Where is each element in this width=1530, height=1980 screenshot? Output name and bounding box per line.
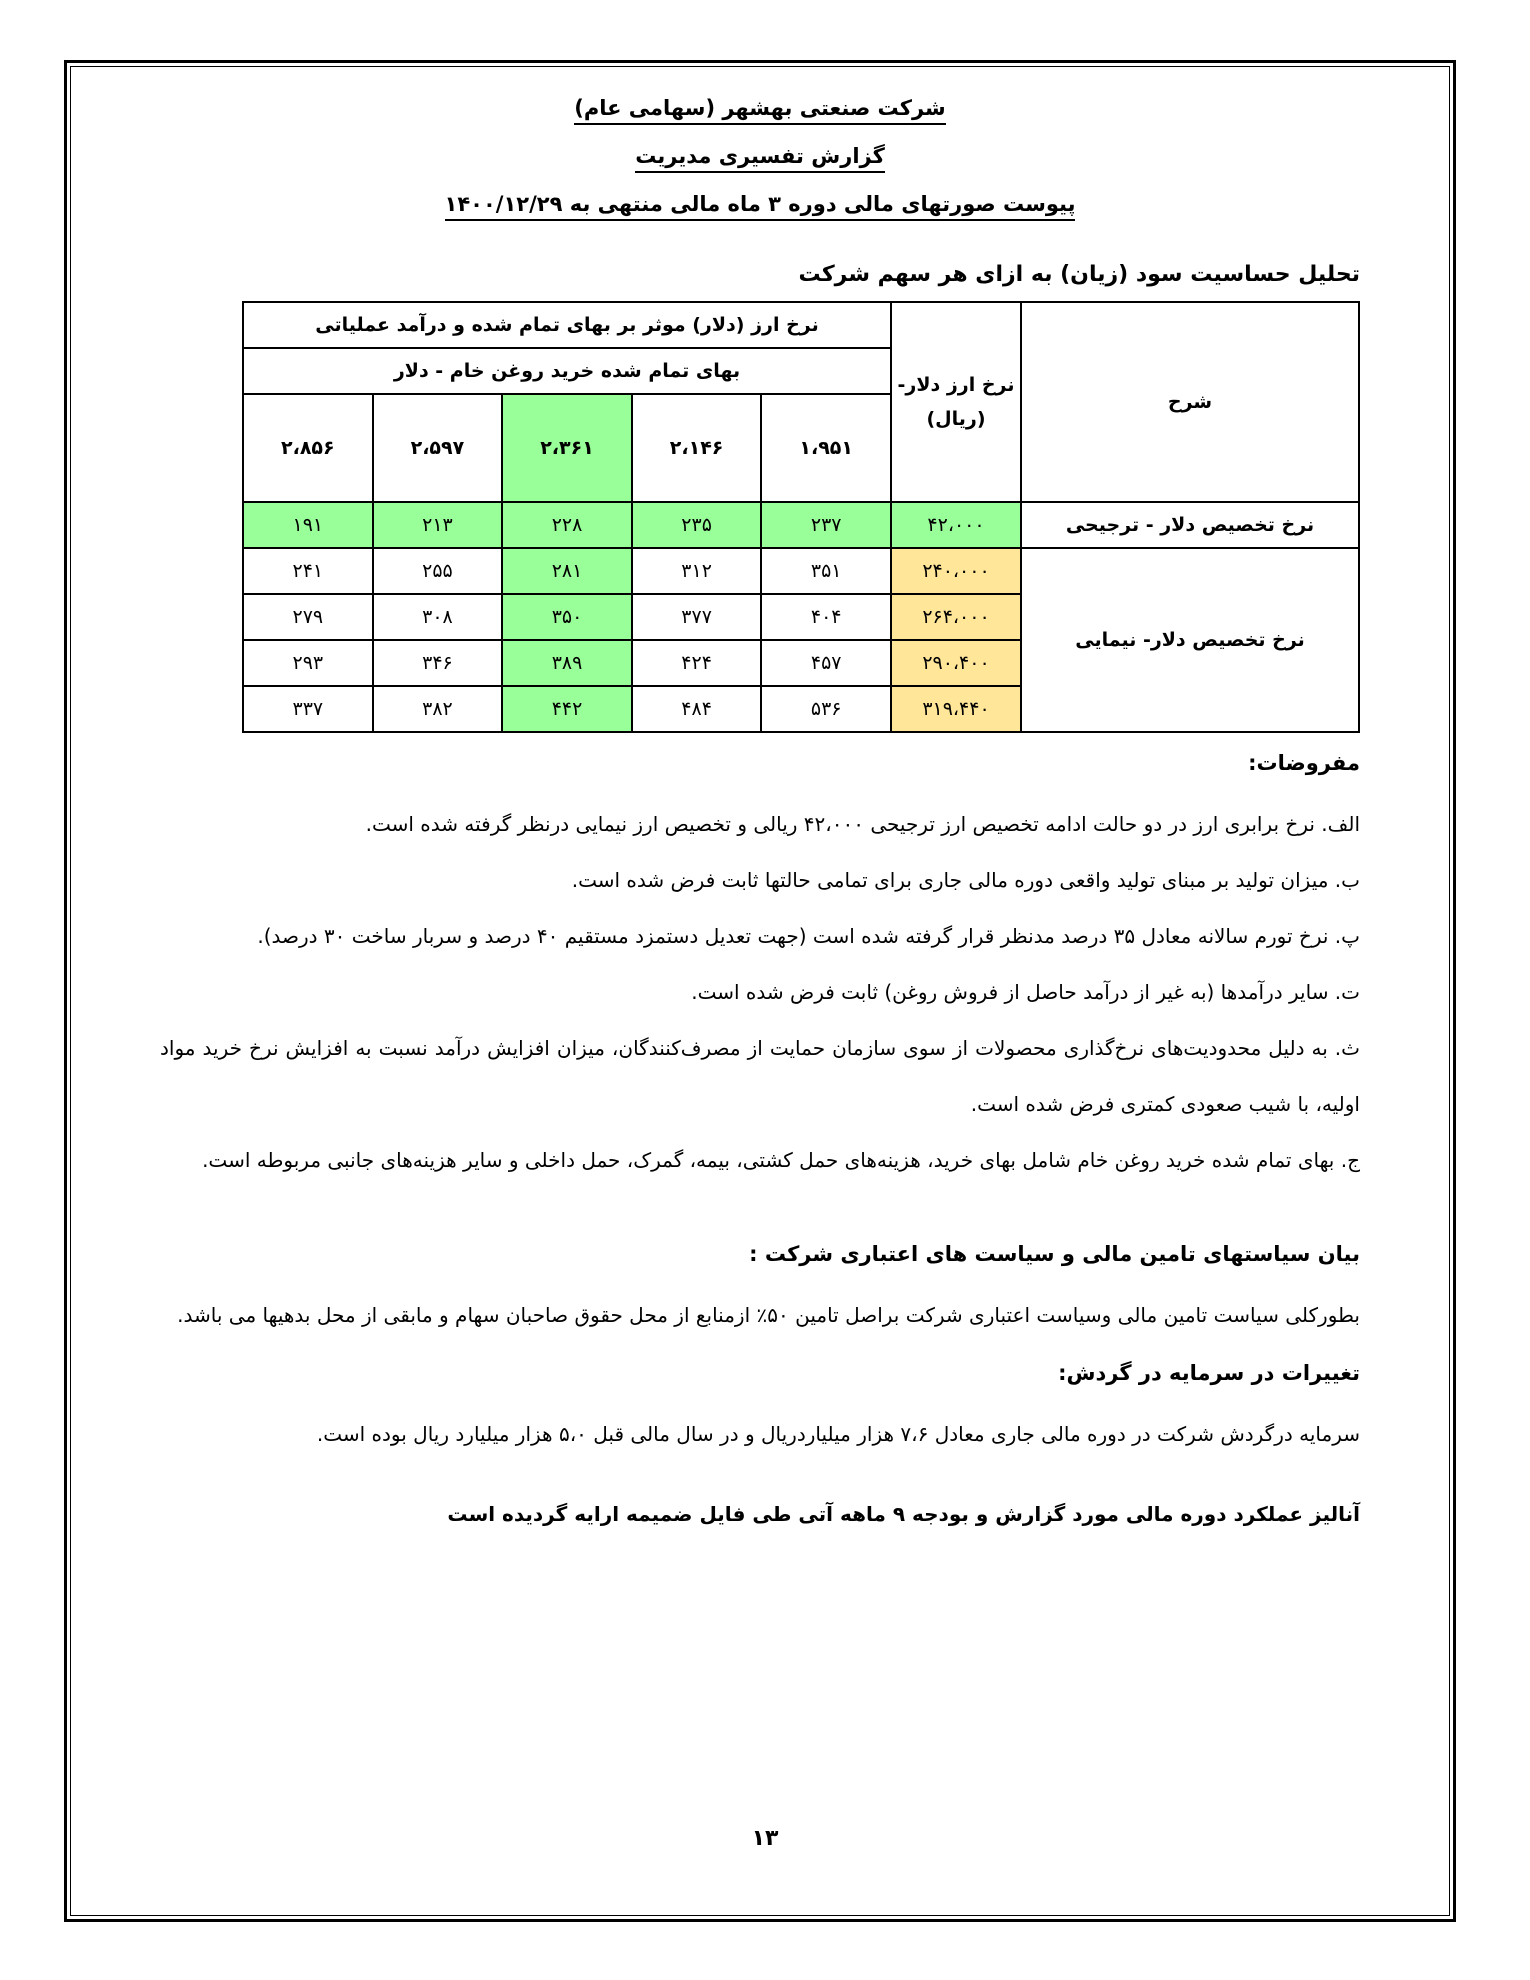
value-cell: ۳۸۹ (502, 640, 632, 686)
rate-cell: ۳۱۹،۴۴۰ (891, 686, 1021, 732)
value-cell: ۲۱۳ (373, 502, 503, 548)
value-cell: ۴۵۷ (761, 640, 891, 686)
value-cell: ۳۷۷ (632, 594, 762, 640)
financing-title: بیان سیاستهای تامین مالی و سیاست های اعتباری شرکت : (749, 1242, 1360, 1266)
table-row (243, 502, 1359, 548)
value-cell: ۲۳۵ (632, 502, 762, 548)
value-cell: ۳۵۰ (502, 594, 632, 640)
value-cell: ۴۰۴ (761, 594, 891, 640)
value-cell: ۳۴۶ (373, 640, 503, 686)
value-cell: ۲۳۷ (761, 502, 891, 548)
col-desc-header: شرح (1021, 302, 1359, 502)
sensitivity-table (242, 301, 1360, 733)
price-cell: ۲،۳۶۱ (502, 394, 632, 502)
page-number: ۱۳ (751, 1826, 779, 1851)
value-cell: ۳۱۲ (632, 548, 762, 594)
value-cell: ۳۰۸ (373, 594, 503, 640)
price-cell: ۱،۹۵۱ (761, 394, 891, 502)
col-rate-header: نرخ ارز دلار-(ریال) (891, 302, 1021, 502)
rate-cell: ۲۹۰،۴۰۰ (891, 640, 1021, 686)
row-label-nima: نرخ تخصیص دلار- نیمایی (1021, 548, 1359, 732)
value-cell: ۲۲۸ (502, 502, 632, 548)
value-cell: ۲۴۱ (243, 548, 373, 594)
assumption-item: ج. بهای تمام شده خرید روغن خام شامل بهای خرید، هزینه‌های حمل کشتی، بیمه، گمرک، حمل داخلی و سایر هزینه‌های جانبی مربوطه است. (202, 1148, 1360, 1172)
financing-text: بطورکلی سیاست تامین مالی وسیاست اعتباری شرکت براصل تامین ۵۰٪ ازمنابع از محل حقوق صاحبان سهام و مابقی از محل بدهیها می باشد. (177, 1303, 1360, 1327)
value-cell: ۳۸۲ (373, 686, 503, 732)
value-cell: ۲۷۹ (243, 594, 373, 640)
group-header: نرخ ارز (دلار) موثر بر بهای تمام شده و درآمد عملیاتی (243, 302, 891, 348)
assumption-item: الف. نرخ برابری ارز در دو حالت ادامه تخصیص ارز ترجیحی ۴۲،۰۰۰ ریالی و تخصیص ارز نیمایی درنظر گرفته شده است. (365, 812, 1360, 836)
value-cell: ۴۴۲ (502, 686, 632, 732)
value-cell: ۲۵۵ (373, 548, 503, 594)
sub-header: بهای تمام شده خرید روغن خام - دلار (243, 348, 891, 394)
assumption-item: ث. به دلیل محدودیت‌های نرخ‌گذاری محصولات از سوی سازمان حمایت از مصرف‌کنندگان، میزان افزایش درآمد نسبت به افزایش نرخ خرید مواد اولیه، با شیب صعودی کمتری فرض شده است. (160, 1036, 1360, 1116)
page-content (160, 90, 1360, 1546)
value-cell: ۳۵۱ (761, 548, 891, 594)
rate-cell: ۲۶۴،۰۰۰ (891, 594, 1021, 640)
assumption-item: ب. میزان تولید بر مبنای تولید واقعی دوره مالی جاری برای تمامی حالتها ثابت فرض شده است. (571, 868, 1360, 892)
value-cell: ۴۸۴ (632, 686, 762, 732)
working-capital-text: سرمایه درگردش شرکت در دوره مالی جاری معادل ۷،۶ هزار میلیاردریال و در سال مالی قبل ۵،۰ هزار میلیارد ریال بوده است. (316, 1422, 1360, 1446)
rate-cell: ۴۲،۰۰۰ (891, 502, 1021, 548)
period-title: پیوست صورتهای مالی دوره ۳ ماه مالی منتهی به ۱۴۰۰/۱۲/۲۹ (160, 192, 1360, 216)
report-title: گزارش تفسیری مدیریت (160, 144, 1360, 168)
assumption-item: ت. سایر درآمدها (به غیر از درآمد حاصل از فروش روغن) ثابت فرض شده است. (691, 980, 1360, 1004)
value-cell: ۴۲۴ (632, 640, 762, 686)
final-note: آنالیز عملکرد دوره مالی مورد گزارش و بودجه ۹ ماهه آتی طی فایل ضمیمه ارایه گردیده است (447, 1502, 1360, 1526)
value-cell: ۲۹۳ (243, 640, 373, 686)
company-title: شرکت صنعتی بهشهر (سهامی عام) (160, 96, 1360, 120)
assumption-item: پ. نرخ تورم سالانه معادل ۳۵ درصد مدنظر قرار گرفته شده است (جهت تعدیل دستمزد مستقیم ۴۰ درصد و سربار ساخت ۳۰ درصد). (257, 924, 1360, 948)
working-capital-title: تغییرات در سرمایه در گردش: (1058, 1361, 1360, 1385)
value-cell: ۲۸۱ (502, 548, 632, 594)
value-cell: ۳۳۷ (243, 686, 373, 732)
assumptions-title: مفروضات: (1248, 751, 1360, 775)
table-row (243, 548, 1359, 594)
rate-cell: ۲۴۰،۰۰۰ (891, 548, 1021, 594)
sensitivity-title: تحلیل حساسیت سود (زیان) به ازای هر سهم شرکت (798, 262, 1360, 287)
value-cell: ۵۳۶ (761, 686, 891, 732)
value-cell: ۱۹۱ (243, 502, 373, 548)
price-cell: ۲،۸۵۶ (243, 394, 373, 502)
row-label-preferential: نرخ تخصیص دلار - ترجیحی (1021, 502, 1359, 548)
price-cell: ۲،۱۴۶ (632, 394, 762, 502)
price-cell: ۲،۵۹۷ (373, 394, 503, 502)
